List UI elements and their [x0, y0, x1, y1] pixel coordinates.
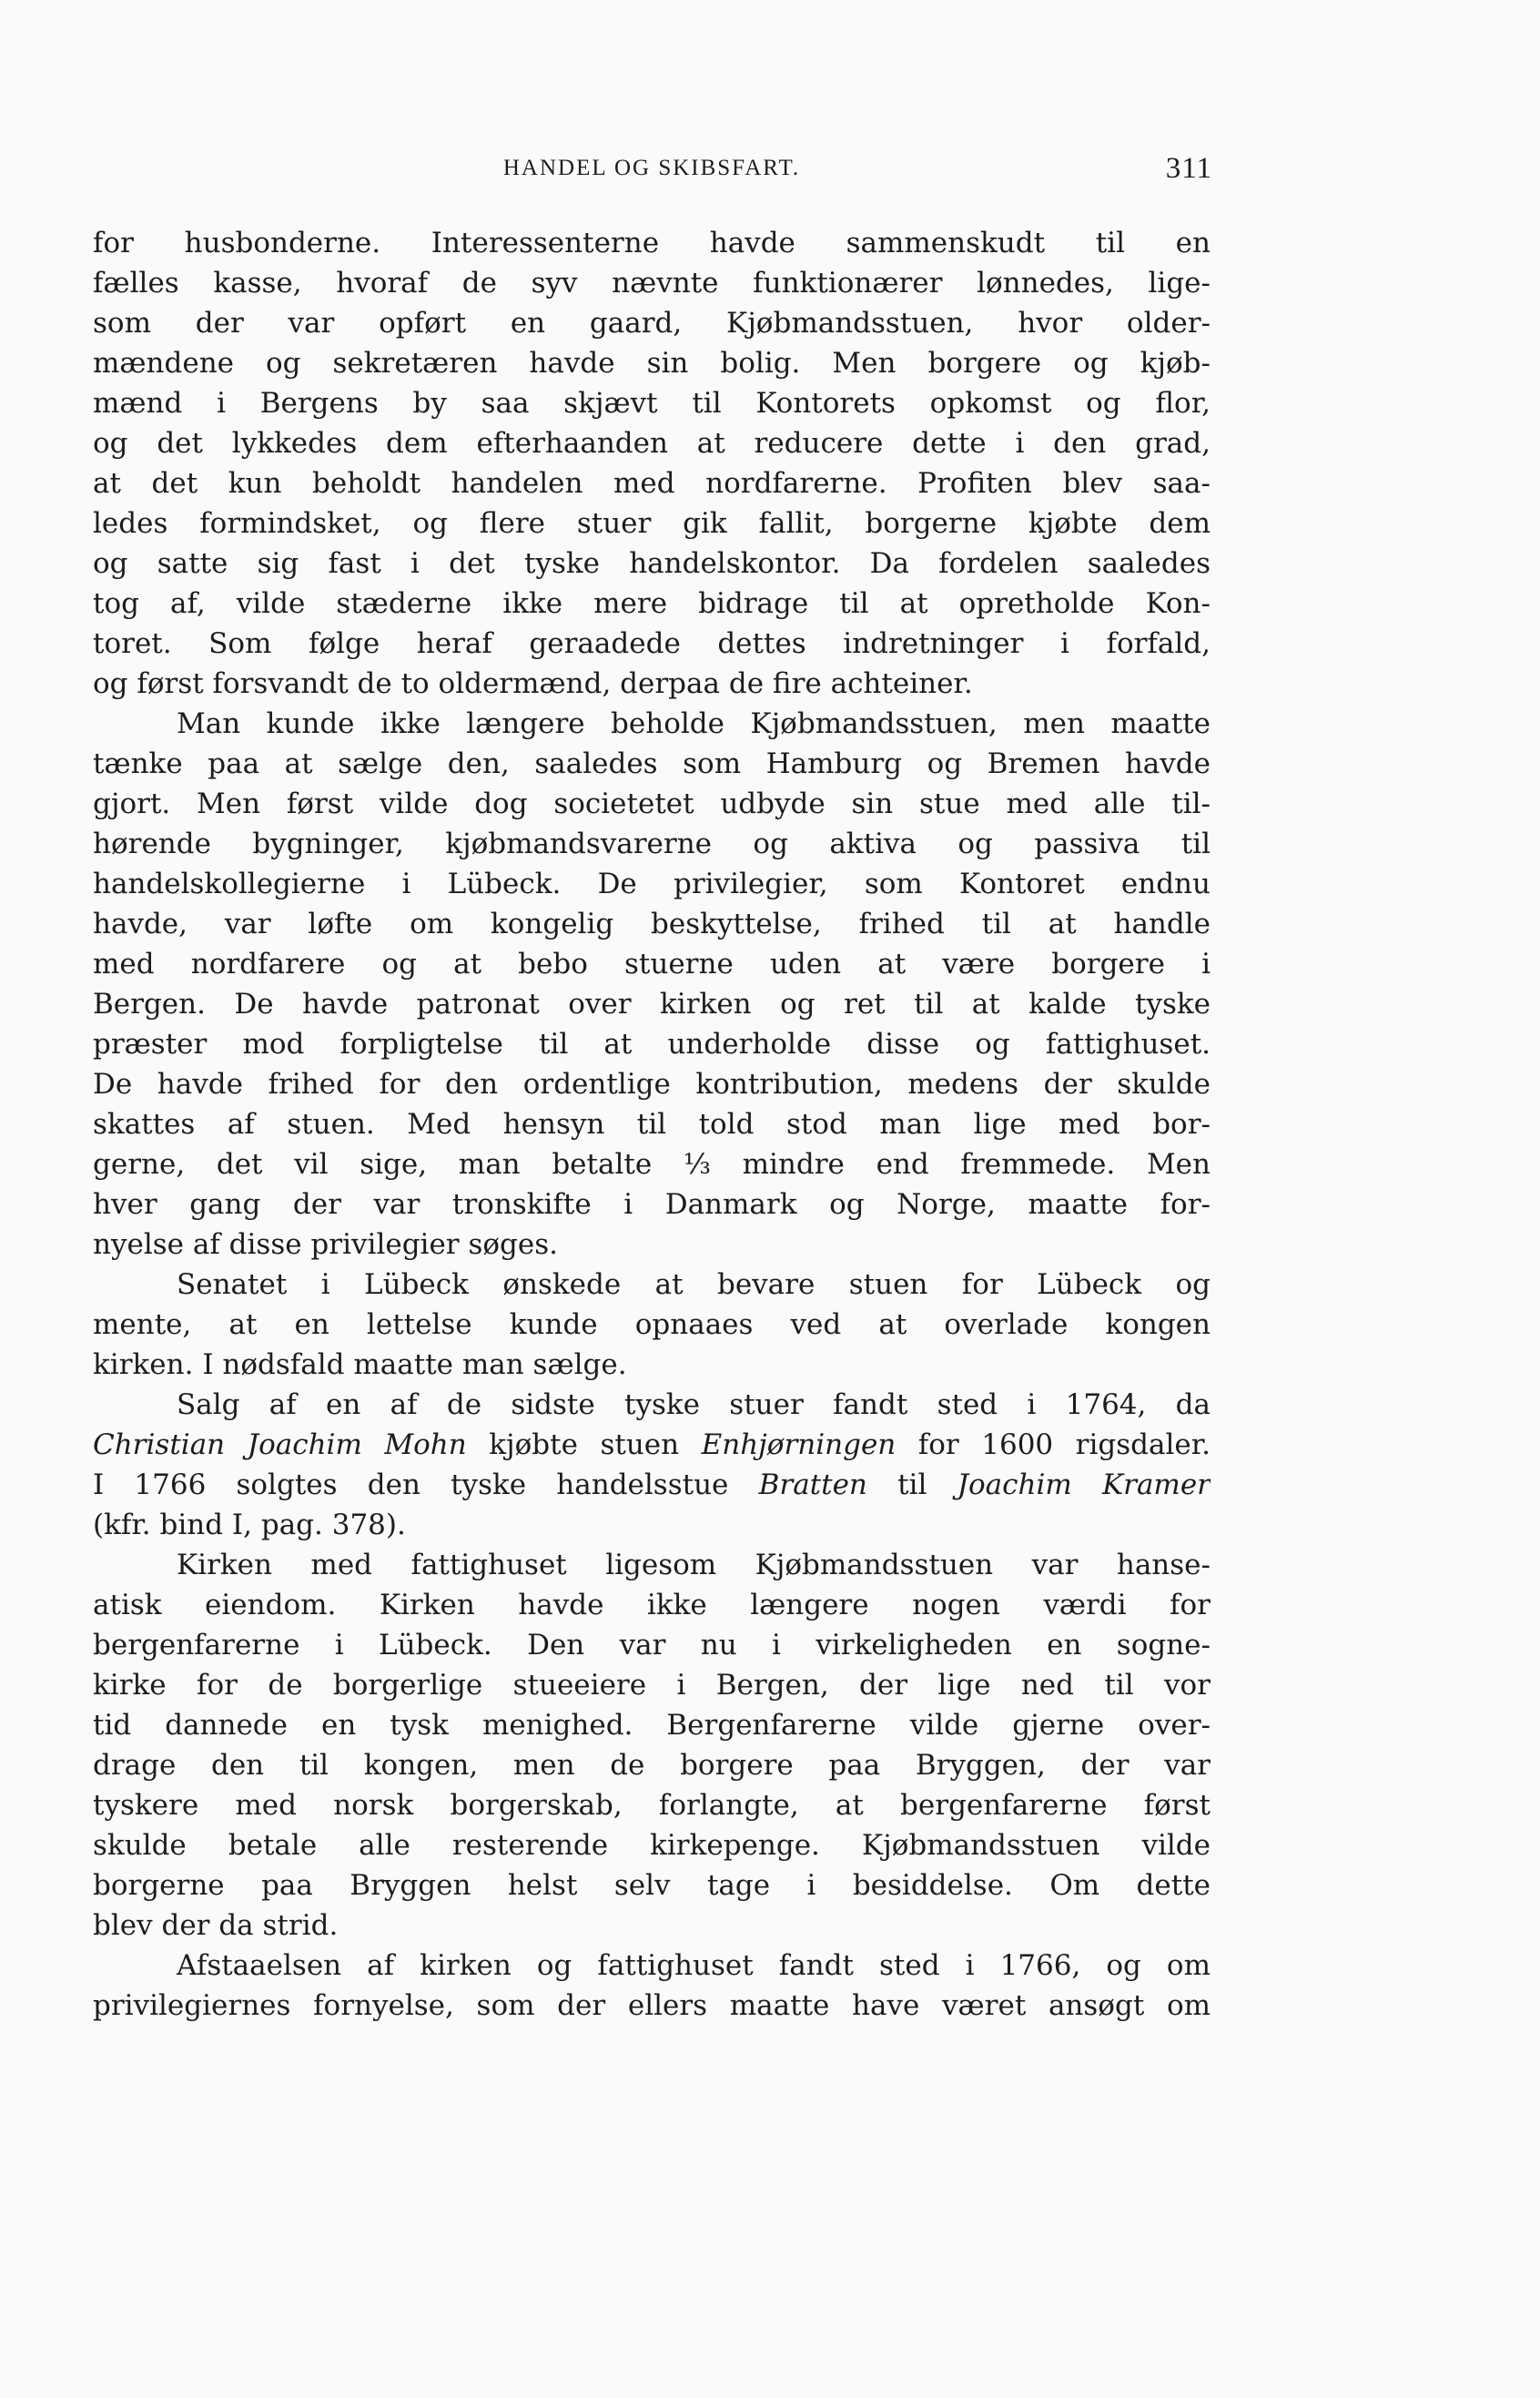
text-line: præster mod forpligtelse til at underholde disse og fattighuset.: [93, 1028, 1211, 1061]
text-line: hørende bygninger, kjøbmandsvarerne og aktiva og passiva til: [93, 828, 1211, 860]
text-line: tog af, vilde stæderne ikke mere bidrage til at opretholde Kon-: [93, 587, 1211, 620]
text-line: (kfr. bind I, pag. 378).: [93, 1509, 406, 1541]
text-line: som der var opført en gaard, Kjøbmandsstuen, hvor older-: [93, 307, 1211, 340]
text-segment: kjøbte stuen: [466, 1428, 702, 1461]
text-segment: I 1766 solgtes den tyske handelsstue: [93, 1468, 759, 1501]
text-line: mænd i Bergens by saa skjævt til Kontorets opkomst og flor,: [93, 387, 1211, 420]
text-line: ledes formindsket, og flere stuer gik fallit, borgerne kjøbte dem: [93, 507, 1211, 540]
running-header: [91, 150, 1212, 187]
text-line: gerne, det vil sige, man betalte ⅓ mindre end fremmede. Men: [93, 1148, 1211, 1181]
text-line: og satte sig fast i det tyske handelskontor. Da fordelen saaledes: [93, 547, 1211, 580]
text-line: [93, 1465, 1211, 1505]
text-line: nyelse af disse privilegier søges.: [93, 1228, 559, 1261]
text-line: Senatet i Lübeck ønskede at bevare stuen for Lübeck og: [177, 1268, 1211, 1301]
italic-name: Enhjørningen: [701, 1428, 897, 1461]
text-line: hver gang der var tronskifte i Danmark og Norge, maatte for-: [93, 1188, 1211, 1221]
italic-name: Joachim Kramer: [957, 1468, 1211, 1501]
text-line: bergenfarerne i Lübeck. Den var nu i virkeligheden en sogne-: [93, 1629, 1211, 1661]
text-line: blev der da strid.: [93, 1909, 339, 1942]
text-line: skattes af stuen. Med hensyn til told stod man lige med bor-: [93, 1108, 1211, 1141]
text-line: skulde betale alle resterende kirkepenge. Kjøbmandsstuen vilde: [93, 1829, 1211, 1862]
text-line: og det lykkedes dem efterhaanden at reducere dette i den grad,: [93, 427, 1211, 460]
text-line: fælles kasse, hvoraf de syv nævnte funktionærer lønnedes, lige-: [93, 267, 1211, 300]
text-line: drage den til kongen, men de borgere paa Bryggen, der var: [93, 1749, 1211, 1782]
text-line: tyskere med norsk borgerskab, forlangte, at bergenfarerne først: [93, 1789, 1211, 1822]
italic-name: Christian Joachim Mohn: [93, 1428, 467, 1461]
text-line: havde, var løfte om kongelig beskyttelse, frihed til at handle: [93, 908, 1211, 940]
text-line: kirken. I nødsfald maatte man sælge.: [93, 1348, 627, 1381]
running-header-title: HANDEL OG SKIBSFART.: [502, 156, 801, 180]
text-line: for husbonderne. Interessenterne havde sammenskudt til en: [93, 227, 1211, 259]
text-line: tid dannede en tysk menighed. Bergenfarerne vilde gjerne over-: [93, 1709, 1211, 1742]
text-line: Man kunde ikke længere beholde Kjøbmandsstuen, men maatte: [177, 707, 1211, 740]
text-line: Kirken med fattighuset ligesom Kjøbmandsstuen var hanse-: [177, 1549, 1211, 1581]
text-line: Salg af en af de sidste tyske stuer fandt sted i 1764, da: [177, 1388, 1211, 1421]
text-segment: for 1600 rigsdaler.: [896, 1428, 1211, 1461]
text-line: gjort. Men først vilde dog societetet udbyde sin stue med alle til-: [93, 787, 1211, 820]
text-line: [93, 1425, 1211, 1465]
text-line: borgerne paa Bryggen helst selv tage i besiddelse. Om dette: [93, 1869, 1211, 1902]
text-line: kirke for de borgerlige stueeiere i Bergen, der lige ned til vor: [93, 1669, 1211, 1702]
text-line: mændene og sekretæren havde sin bolig. Men borgere og kjøb-: [93, 347, 1211, 380]
text-line: handelskollegierne i Lübeck. De privilegier, som Kontoret endnu: [93, 868, 1211, 900]
body-text: [93, 223, 1211, 2026]
text-line: toret. Som følge heraf geraadede dettes indretninger i forfald,: [93, 627, 1211, 660]
text-line: at det kun beholdt handelen med nordfarerne. Profiten blev saa-: [93, 467, 1211, 500]
text-line: Afstaaelsen af kirken og fattighuset fandt sted i 1766, og om: [177, 1949, 1211, 1982]
text-line: mente, at en lettelse kunde opnaaes ved at overlade kongen: [93, 1308, 1211, 1341]
text-line: privilegiernes fornyelse, som der ellers maatte have været ansøgt om: [93, 1989, 1211, 2022]
text-line: Bergen. De havde patronat over kirken og ret til at kalde tyske: [93, 988, 1211, 1021]
text-line: atisk eiendom. Kirken havde ikke længere nogen værdi for: [93, 1589, 1211, 1621]
text-segment: til: [866, 1468, 957, 1501]
text-line: og først forsvandt de to oldermænd, derpaa de fire achteiner.: [93, 667, 973, 700]
text-line: med nordfarere og at bebo stuerne uden at være borgere i: [93, 948, 1211, 981]
text-line: tænke paa at sælge den, saaledes som Hamburg og Bremen havde: [93, 747, 1211, 780]
italic-name: Bratten: [758, 1468, 867, 1501]
text-line: De havde frihed for den ordentlige kontribution, medens der skulde: [93, 1068, 1211, 1101]
page-number: 311: [1165, 152, 1212, 185]
